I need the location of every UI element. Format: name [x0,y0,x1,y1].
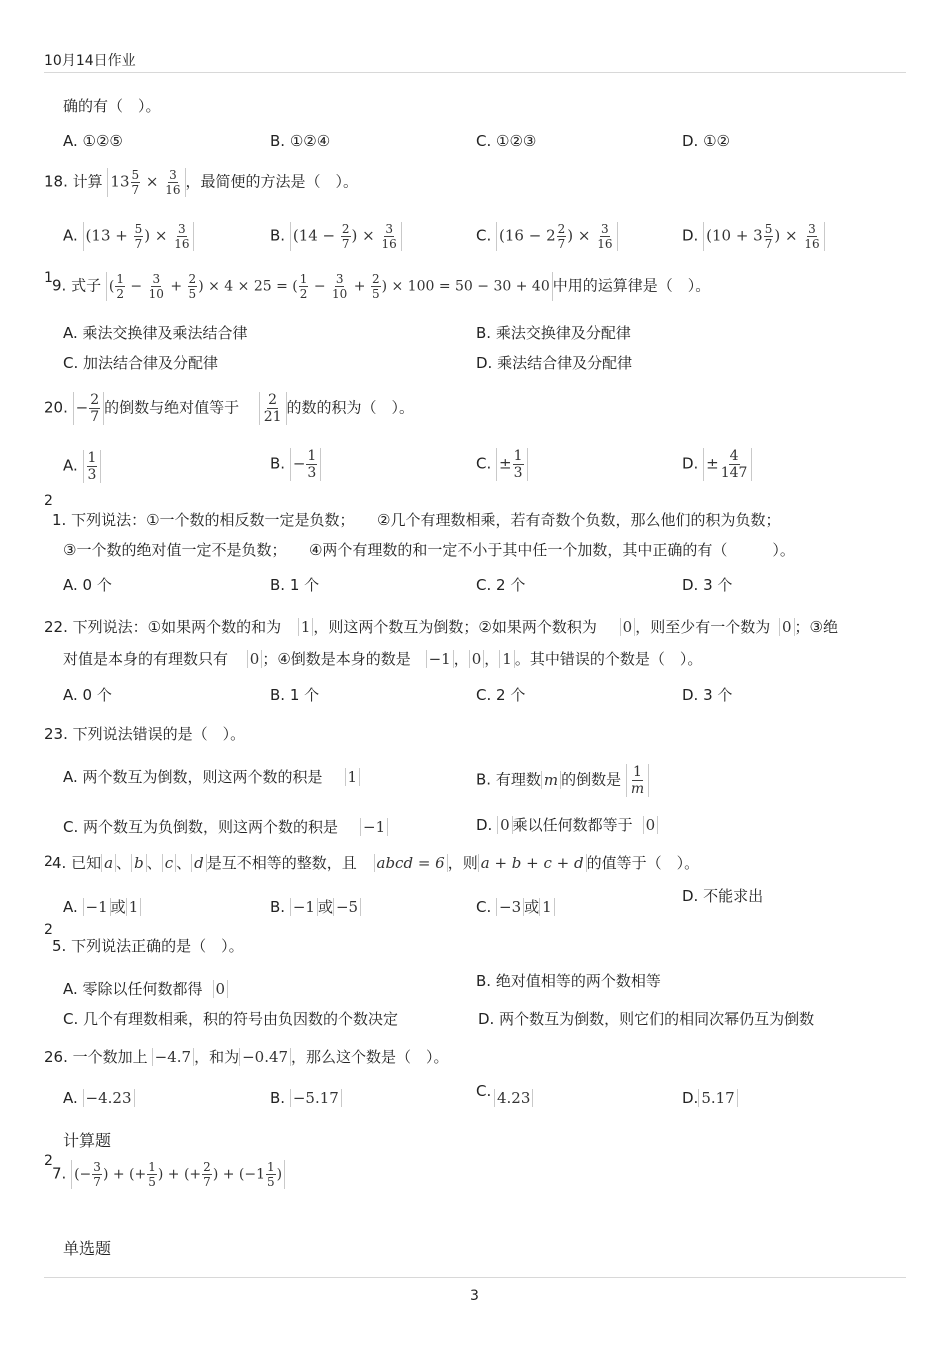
q23-stem: 23. 下列说法错误的是（ ）。 [44,725,246,743]
q24-option-c: C. −3 或 1 [476,896,555,917]
q24-option-a: A. −1 或 1 [63,896,141,917]
q26-option-b: B. −5.17 [270,1089,342,1107]
q19-stem: 9. 式子 ( $\frac{1}{2}$ − $\frac{3}{10}$ + $\frac{2}{5}$ ) × 4 × 25 = ( $\frac{1}{2}$ − $\frac{3}{10}$ + $\frac{2}{5}$ ) × 100 = 50 − 30 + 40 中用的运算律是（ ）。 [52,272,711,301]
q17-option-d: D. ①② [682,132,730,150]
header-divider [44,72,906,73]
q20-stem: 20. − $\frac{2}{7}$ 的倒数与绝对值等于 $\frac{2}{21}$ 的数的积为（ ）。 [44,392,415,425]
q17-option-a: A. ①②⑤ [63,132,123,150]
q21-option-c: C. 2 个 [476,576,526,594]
q20-option-d: D. ± $\frac{4}{147}$ [682,448,752,481]
q20-option-b: B. − $\frac{1}{3}$ [270,448,321,481]
q21-line2: ③一个数的绝对值一定不是负数； ④两个有理数的和一定不小于其中任一个加数，其中正确的有（ ）。 [63,541,795,559]
q19-option-c: C. 加法结合律及分配律 [63,354,219,372]
q21-option-b: B. 1 个 [270,576,320,594]
q21-line1: 1. 下列说法：①一个数的相反数一定是负数； ②几个有理数相乘，若有奇数个负数，那么他们的积为负数； [52,511,781,529]
header-title: 10月14日作业 [44,53,136,69]
section-heading-single-choice: 单选题 [63,1239,112,1258]
q22-option-a: A. 0 个 [63,686,112,704]
q18-option-c: C. (16 − 2 $\frac{2}{7}$ ) × $\frac{3}{16}$ [476,222,618,251]
q18-expression: 13 $\frac{5}{7}$ × $\frac{3}{16}$ [107,168,185,197]
q22-line1: 22. 下列说法：①如果两个数的和为 1 ，则这两个数互为倒数；②如果两个数积为 0 ，则至少有一个数为 0 ；③绝 [44,618,838,636]
q24-number-top: 2 [44,854,53,870]
q26-option-c-label: C. [476,1082,492,1100]
q27-stem: 7. (− $\frac{3}{7}$ ) + (+ $\frac{1}{5}$ ) + (+ $\frac{2}{7}$ ) + (−1 $\frac{1}{5}$ ) [52,1160,285,1189]
q20-option-c: C. ± $\frac{1}{3}$ [476,448,528,481]
q20-option-a: A. $\frac{1}{3}$ [63,450,101,483]
q18-stem: 18. 计算 13 $\frac{5}{7}$ × $\frac{3}{16}$ ，最简便的方法是（ ）。 [44,168,359,197]
q25-option-c: C. 几个有理数相乘，积的符号由负因数的个数决定 [63,1010,399,1028]
q25-option-a: A. 零除以任何数都得 0 [63,978,228,999]
q19-option-b: B. 乘法交换律及分配律 [476,324,631,342]
q25-option-b: B. 绝对值相等的两个数相等 [476,972,661,990]
q22-option-c: C. 2 个 [476,686,526,704]
q21-option-a: A. 0 个 [63,576,112,594]
q21-number-top: 2 [44,493,53,509]
q17-tail: 确的有（ ）。 [63,97,161,115]
q17-option-b: B. ①②④ [270,132,331,150]
q24-option-b: B. −1 或 −5 [270,896,361,917]
q26-option-a: A. −4.23 [63,1089,135,1107]
q22-option-b: B. 1 个 [270,686,320,704]
q26-option-d: D. 5.17 [682,1089,738,1107]
q25-number-top: 2 [44,922,53,938]
q25-stem: 5. 下列说法正确的是（ ）。 [52,937,244,955]
q21-option-d: D. 3 个 [682,576,733,594]
q22-option-d: D. 3 个 [682,686,733,704]
q24-option-d: D. 不能求出 [682,887,764,905]
q17-option-c: C. ①②③ [476,132,537,150]
section-heading-calculation: 计算题 [63,1131,112,1150]
q27-number-top: 2 [44,1153,53,1169]
q18-option-a: A. (13 + $\frac{5}{7}$ ) × $\frac{3}{16}$ [63,222,194,251]
q23-option-b: B. 有理数 m 的倒数是 $\frac{1}{m}$ [476,764,649,797]
q26-stem: 26. 一个数加上 −4.7 ，和为 −0.47 ，那么这个数是（ ）。 [44,1048,449,1066]
q26-option-c-value: 4.23 [494,1089,533,1107]
q19-option-d: D. 乘法结合律及分配律 [476,354,633,372]
q23-option-a: A. 两个数互为倒数，则这两个数的积是 1 [63,766,360,787]
q27-expression: (− $\frac{3}{7}$ ) + (+ $\frac{1}{5}$ ) + (+ $\frac{2}{7}$ ) + (−1 $\frac{1}{5}$ ) [71,1160,285,1189]
q19-expression: ( $\frac{1}{2}$ − $\frac{3}{10}$ + $\frac{2}{5}$ ) × 4 × 25 = ( $\frac{1}{2}$ − $\frac{3}{10}$ + $\frac{2}{5}$ ) × 100 = 50 − 30 + 40 [106,272,553,301]
page-number: 3 [470,1288,479,1304]
q22-line2: 对值是本身的有理数只有 0 ；④倒数是本身的数是 −1 ， 0 ， 1 。其中错误的个数是（ ）。 [63,650,703,668]
q19-number-top: 1 [44,270,53,286]
q19-option-a: A. 乘法交换律及乘法结合律 [63,324,248,342]
q24-stem: 4. 已知 a 、 b 、 c 、 d 是互不相等的整数，且 abcd = 6 ，则 a + b + c + d 的值等于（ ）。 [52,854,700,872]
q25-option-d: D. 两个数互为倒数，则它们的相同次幂仍互为倒数 [478,1010,815,1028]
footer-divider [44,1277,906,1278]
q23-option-d: D. 0 乘以任何数都等于 0 [476,814,658,835]
q23-option-c: C. 两个数互为负倒数，则这两个数的积是 −1 [63,816,388,837]
q18-option-d: D. (10 + 3 $\frac{5}{7}$ ) × $\frac{3}{16}$ [682,222,825,251]
q18-option-b: B. (14 − $\frac{2}{7}$ ) × $\frac{3}{16}$ [270,222,402,251]
